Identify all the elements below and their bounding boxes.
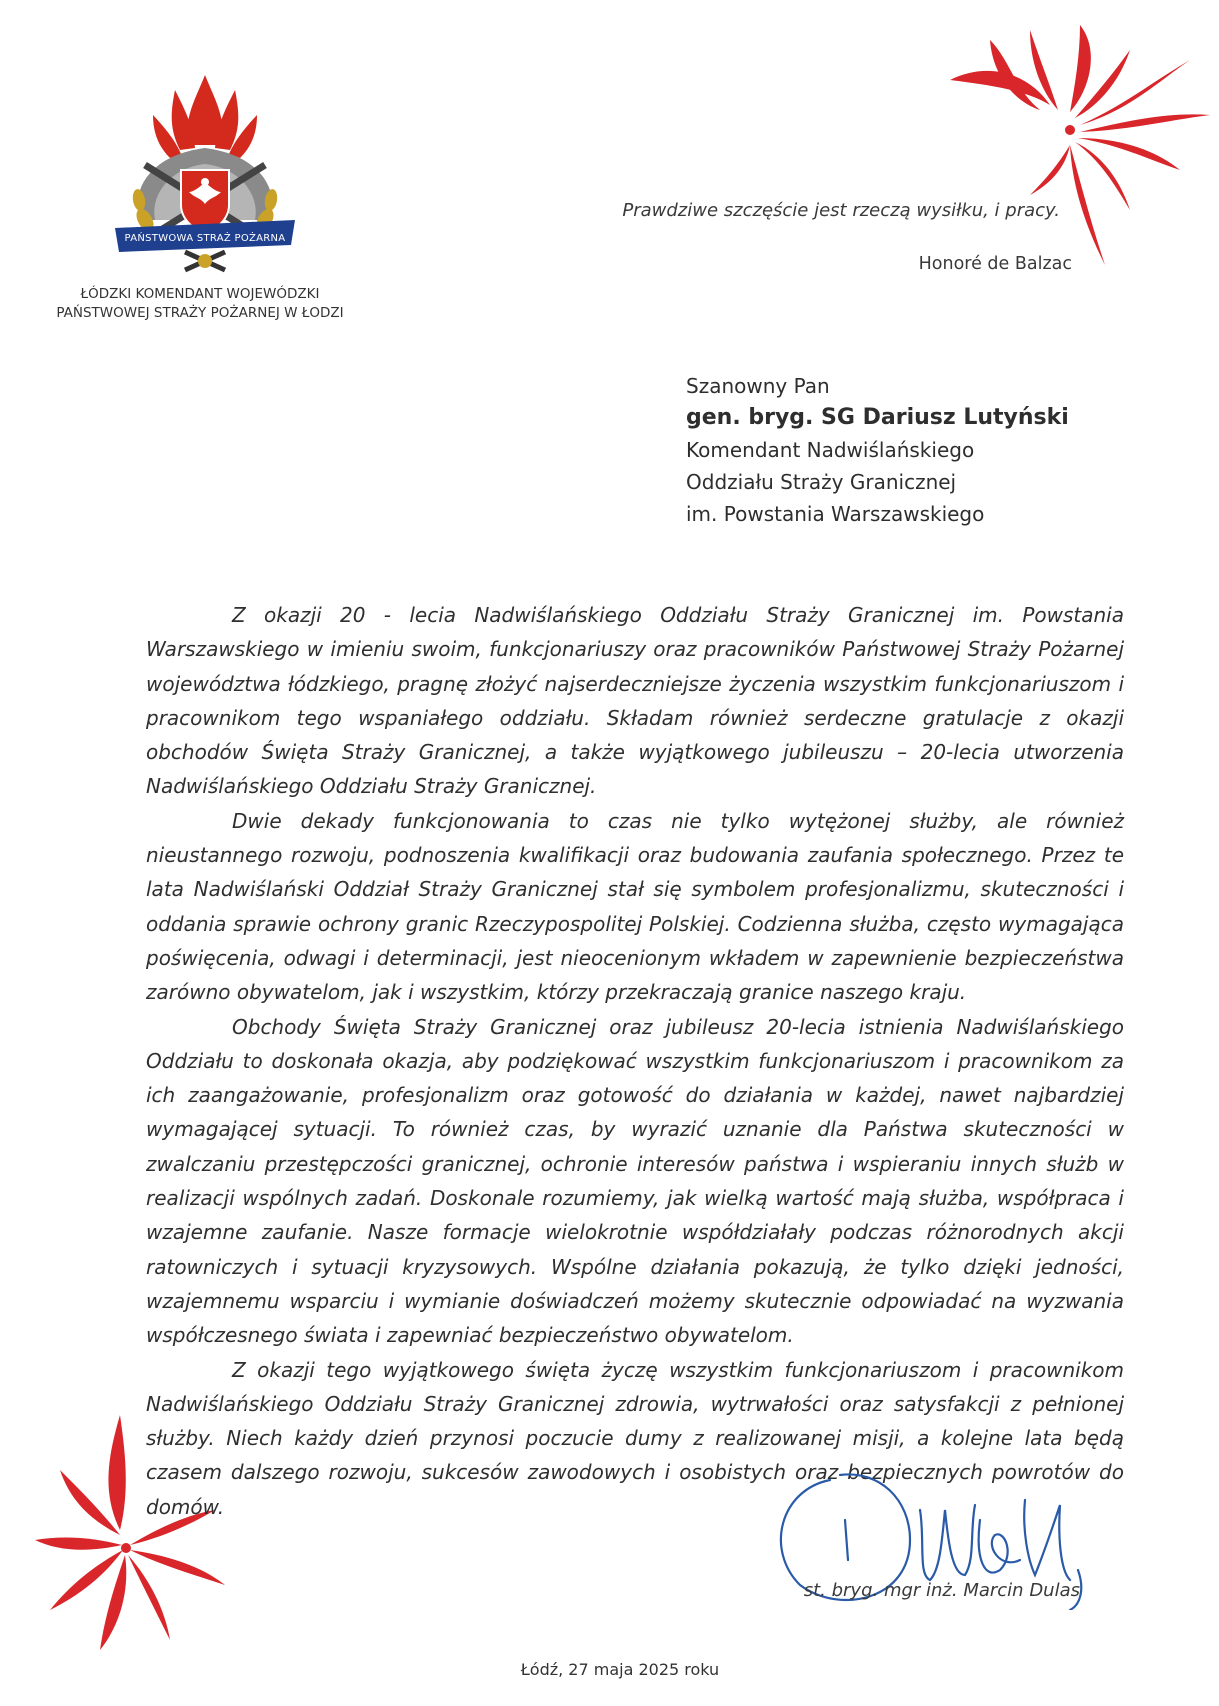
place-and-date: Łódź, 27 maja 2025 roku [520,1660,720,1679]
issuer-name-line1: ŁÓDZKI KOMENDANT WOJEWÓDZKI [80,286,320,302]
signatory-name: st. bryg. mgr inż. Marcin Dulas [803,1580,1080,1601]
issuer-name-line2: PAŃSTWOWEJ STRAŻY POŻARNEJ W ŁODZI [56,305,344,321]
epigraph-author: Honoré de Balzac [918,254,1072,274]
salutation: Szanowny Pan [686,374,830,398]
body-paragraph: Z okazji 20 - lecia Nadwiślańskiego Oddziału Straży Granicznej im. Powstania Warszawskiego w imieniu swoim, funkcjonariuszy oraz pracowników Państwowej Straży Pożarnej województwa łódzkiego, pragnę złożyć najserdeczniejsze życzenia wszystkim funkcjonariuszom i pracownikom tego wspaniałego oddziału. Składam również serdeczne gratulacje z okazji obchodów Święta Straży Granicznej, a także wyjątkowego jubileuszu – 20-lecia utworzenia Nadwiślańskiego Oddziału Straży Granicznej. [146,603,1124,799]
body-paragraph: Dwie dekady funkcjonowania to czas nie tylko wytężonej służby, ale również nieustannego rozwoju, podnoszenia kwalifikacji oraz budowania zaufania społecznego. Przez te lata Nadwiślański Oddział Straży Granicznej stał się symbolem profesjonalizmu, skuteczności i oddania sprawie ochrony granic Rzeczypospolitej Polskiej. Codzienna służba, często wymagająca poświęcenia, odwagi i determinacji, jest nieocenionym wkładem w zapewnienie bezpieczeństwa zarówno obywatelom, jak i wszystkim, którzy przekraczają granice naszego kraju. [146,808,1124,1005]
recipient-title-line1: Komendant Nadwiślańskiego [686,438,975,462]
epigraph-quote: Prawdziwe szczęście jest rzeczą wysiłku, i pracy. [622,200,1060,221]
letter-body [146,598,1124,1524]
body-paragraph: Obchody Święta Straży Granicznej oraz jubileusz 20-lecia istnienia Nadwiślańskiego Oddziału to doskonała okazja, aby podziękować wszystkim funkcjonariuszom i pracownikom za ich zaangażowanie, profesjonalizm oraz gotowość do działania w każdej, nawet najbardziej wymagającej sytuacji. To również czas, by wyrazić uznanie dla Państwa skuteczności w zwalczaniu przestępczości granicznej, ochronie interesów państwa i wspieraniu innych służb w realizacji wspólnych zadań. Doskonale rozumiemy, jak wielką wartość mają służba, współpraca i wzajemne zaufanie. Nasze formacje wielokrotnie współdziałały podczas różnorodnych akcji ratowniczych i sytuacji kryzysowych. Wspólne działania pokazują, że tylko dzięki jedności, wzajemnemu wsparciu i wymianie doświadczeń możemy skutecznie odpowiadać na wyzwania współczesnego świata i zapewniać bezpieczeństwo obywatelom. [146,1014,1124,1348]
recipient-title-line3: im. Powstania Warszawskiego [686,502,985,526]
recipient-name: gen. bryg. SG Dariusz Lutyński [686,405,1069,430]
recipient-block [686,370,1106,530]
emblem-band-text: PAŃSTWOWA STRAŻ POŻARNA [124,233,286,244]
flame-icon [153,75,257,158]
corner-ornament-top-right [930,20,1219,280]
issuer-name [40,285,360,323]
recipient-title-line2: Oddziału Straży Granicznej [686,470,957,494]
body-paragraph: Z okazji tego wyjątkowego święta życzę wszystkim funkcjonariuszom i pracownikom Nadwiślańskiego Oddziału Straży Granicznej zdrowia, wytrwałości oraz satysfakcji z pełnionej służby. Niech każdy dzień przynosi poczucie dumy z realizowanej misji, a kolejne lata będą czasem dalszego rozwoju, sukcesów zawodowych i osobistych oraz bezpiecznych powrotów do domów. [146,1357,1124,1519]
fire-service-emblem [115,70,295,280]
